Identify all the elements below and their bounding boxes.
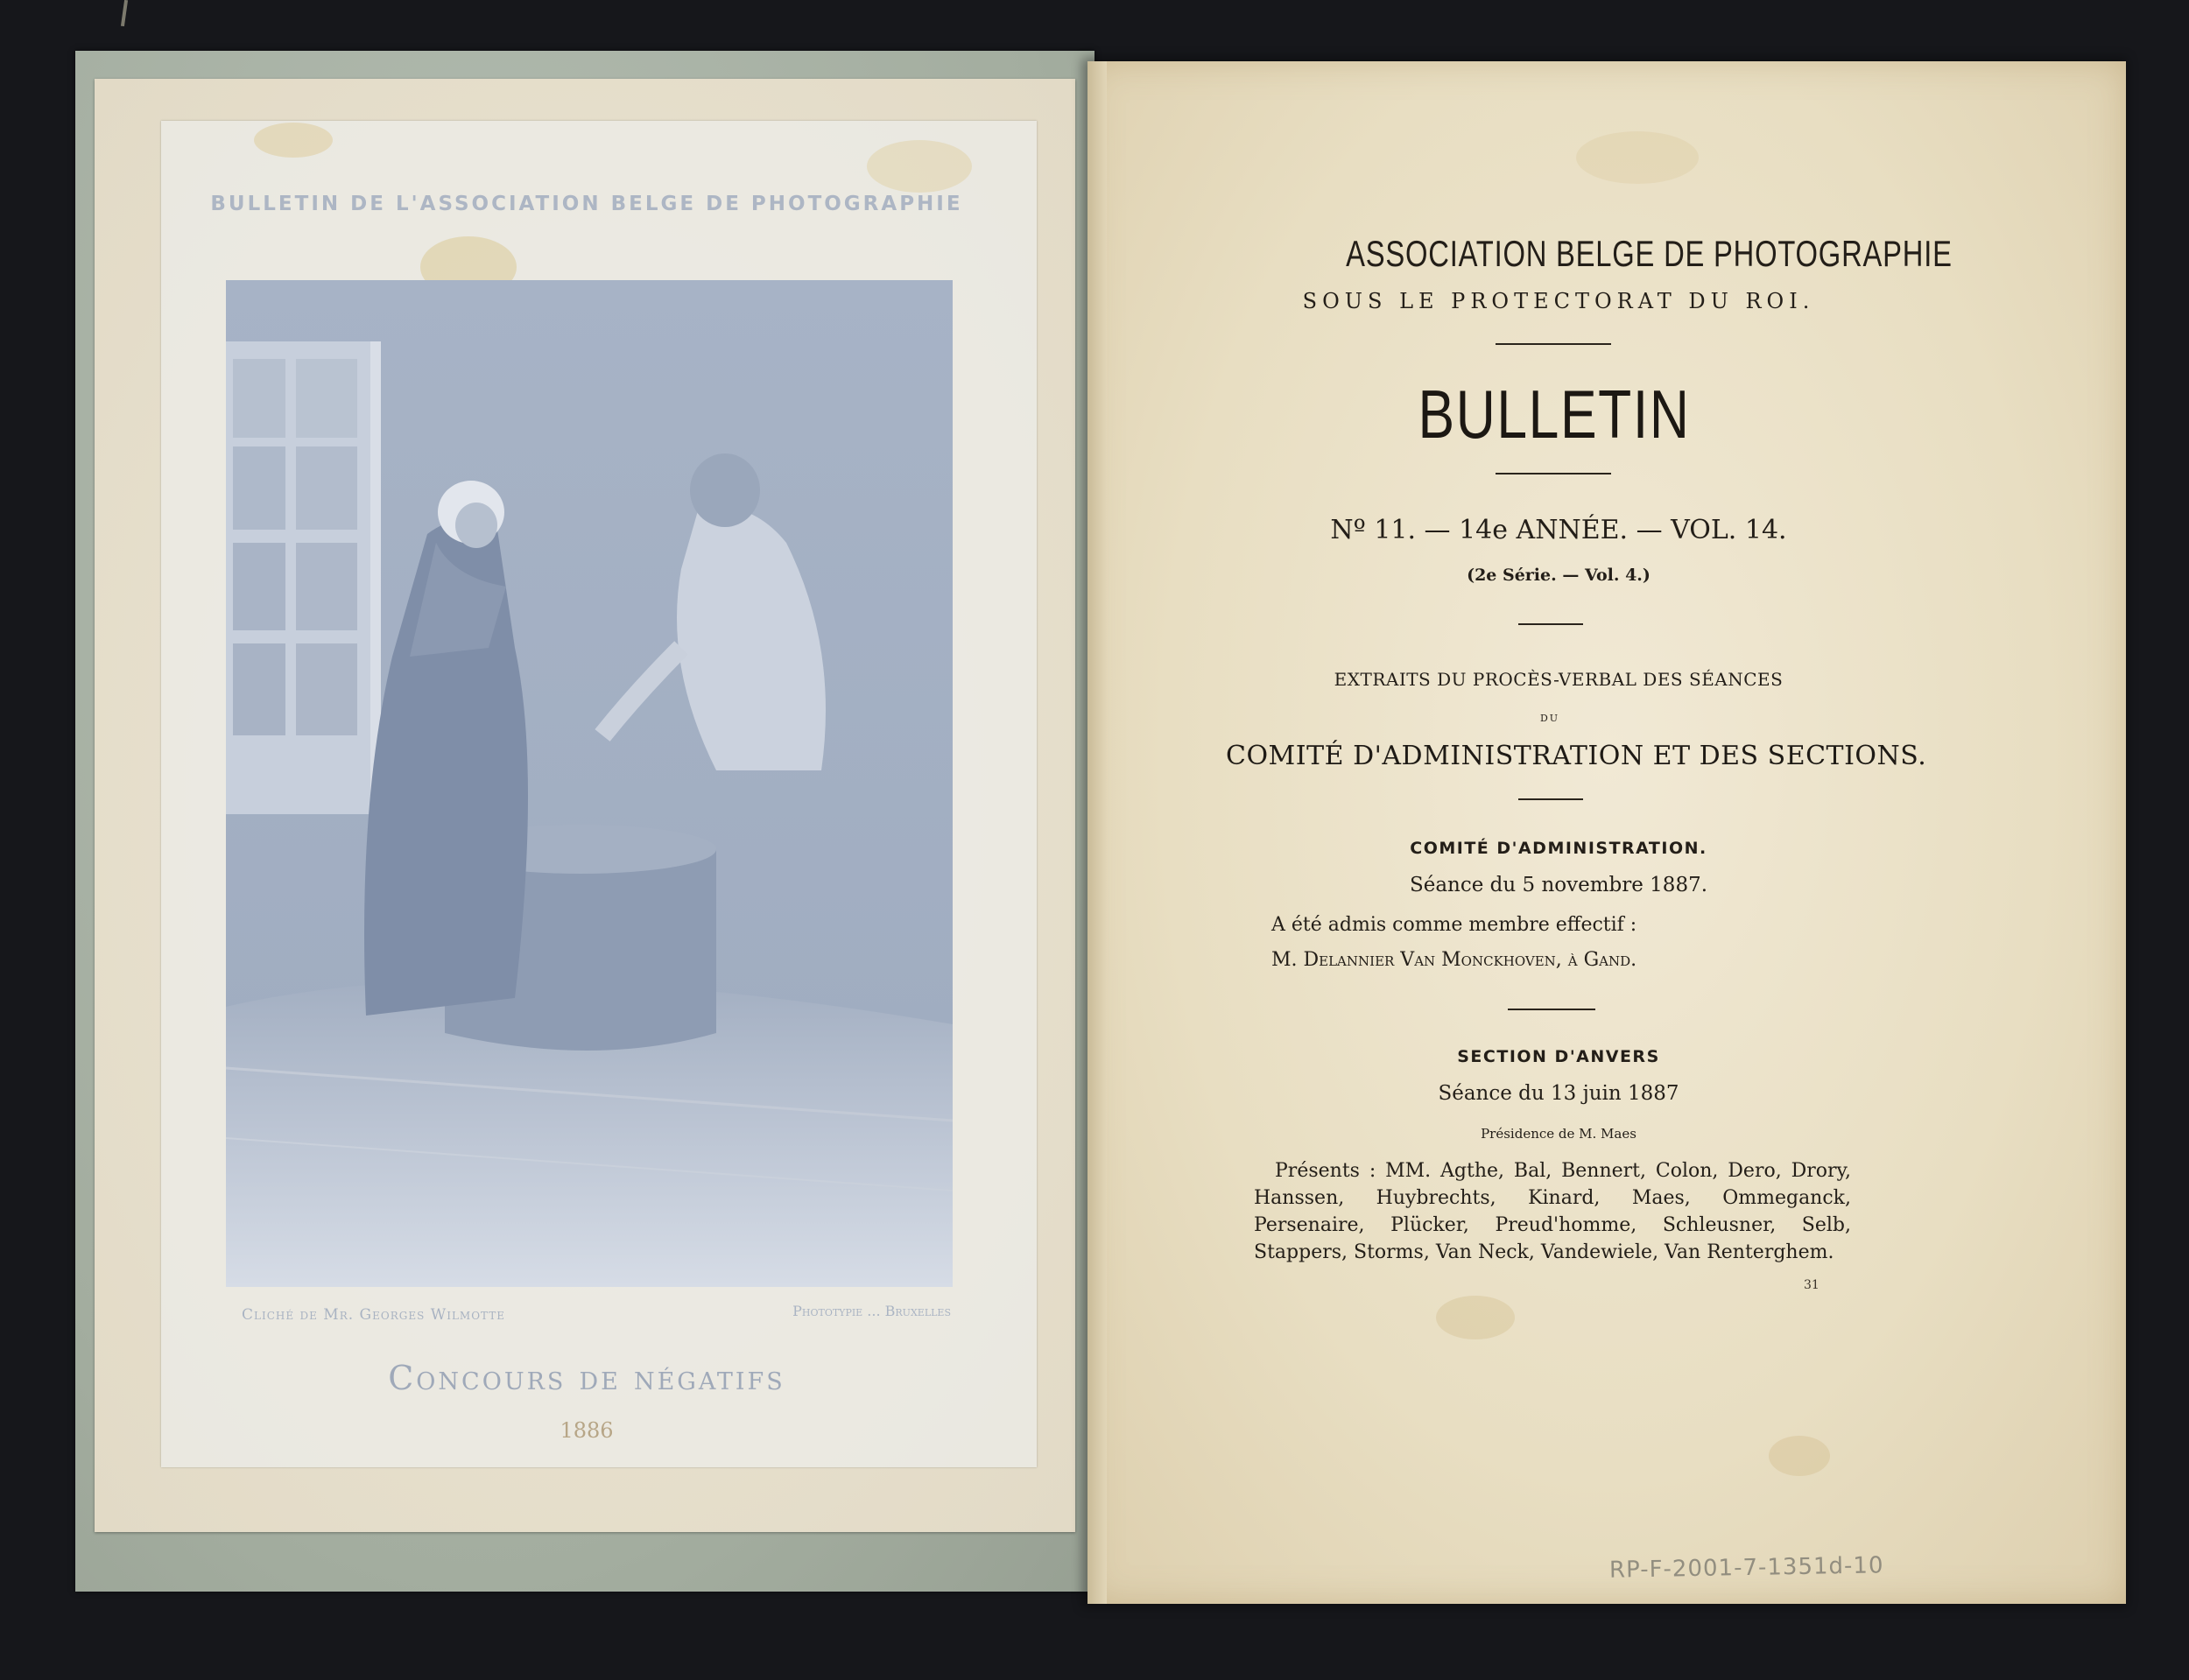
extraits-heading: EXTRAITS DU PROCÈS-VERBAL DES SÉANCES — [1334, 669, 1784, 690]
issue-line: Nº 11. — 14e ANNÉE. — VOL. 14. — [1330, 515, 1787, 545]
presents-paragraph: Présents : MM. Agthe, Bal, Bennert, Colon, Dero, Drory, Hanssen, Huybrechts, Kinard, Maes, Ommeganck, Persenaire, Plücker, Preud'homme, Schleusner, Selb, Stappers, Storms, Van Neck, Vandewiele, Van Renterghem. — [1254, 1160, 1851, 1263]
divider — [1496, 473, 1611, 474]
plate-year: 1886 — [560, 1418, 614, 1443]
phototype-scene — [226, 280, 953, 1287]
divider — [1518, 623, 1583, 625]
printer-credit: Phototypie ... Bruxelles — [792, 1303, 951, 1319]
plate-header: BULLETIN DE L'ASSOCIATION BELGE DE PHOTOGRAPHIE — [210, 193, 963, 215]
member-line: M. Delannier Van Monckhoven, à Gand. — [1271, 949, 1637, 971]
stain — [867, 140, 972, 193]
association-title: ASSOCIATION BELGE DE PHOTOGRAPHIE — [1346, 233, 1953, 274]
foxing-spot — [1576, 131, 1699, 184]
anvers-seance: Séance du 13 juin 1887 — [1438, 1082, 1679, 1105]
divider — [1496, 343, 1611, 345]
protectorate-line: SOUS LE PROTECTORAT DU ROI. — [1302, 289, 1815, 313]
admitted-line: A été admis comme membre effectif : — [1271, 914, 1637, 936]
anvers-heading: SECTION D'ANVERS — [1457, 1047, 1660, 1066]
bulletin-title: BULLETIN — [1418, 376, 1691, 453]
foxing-spot — [1436, 1296, 1515, 1339]
phototype-image — [226, 280, 953, 1287]
plate-title: Concours de négatifs — [388, 1359, 785, 1397]
admin-seance: Séance du 5 novembre 1887. — [1409, 874, 1708, 896]
presidence-line: Présidence de M. Maes — [1481, 1126, 1636, 1142]
foxing-spot — [1769, 1436, 1830, 1476]
series-line: (2e Série. — Vol. 4.) — [1467, 566, 1651, 585]
page-number: 31 — [1804, 1278, 1819, 1292]
stain — [254, 123, 333, 158]
inventory-number: RP-F-2001-7-1351d-10 — [1608, 1552, 1884, 1584]
photo-credit: Cliché de Mr. Georges Wilmotte — [242, 1306, 506, 1324]
comite-title: COMITÉ D'ADMINISTRATION ET DES SECTIONS. — [1226, 741, 1927, 771]
du-line: DU — [1539, 713, 1560, 724]
divider — [1508, 1009, 1595, 1010]
page-edge — [1087, 61, 1107, 1604]
admin-heading: COMITÉ D'ADMINISTRATION. — [1410, 839, 1707, 858]
paper-scrap — [121, 0, 128, 26]
divider — [1518, 798, 1583, 800]
